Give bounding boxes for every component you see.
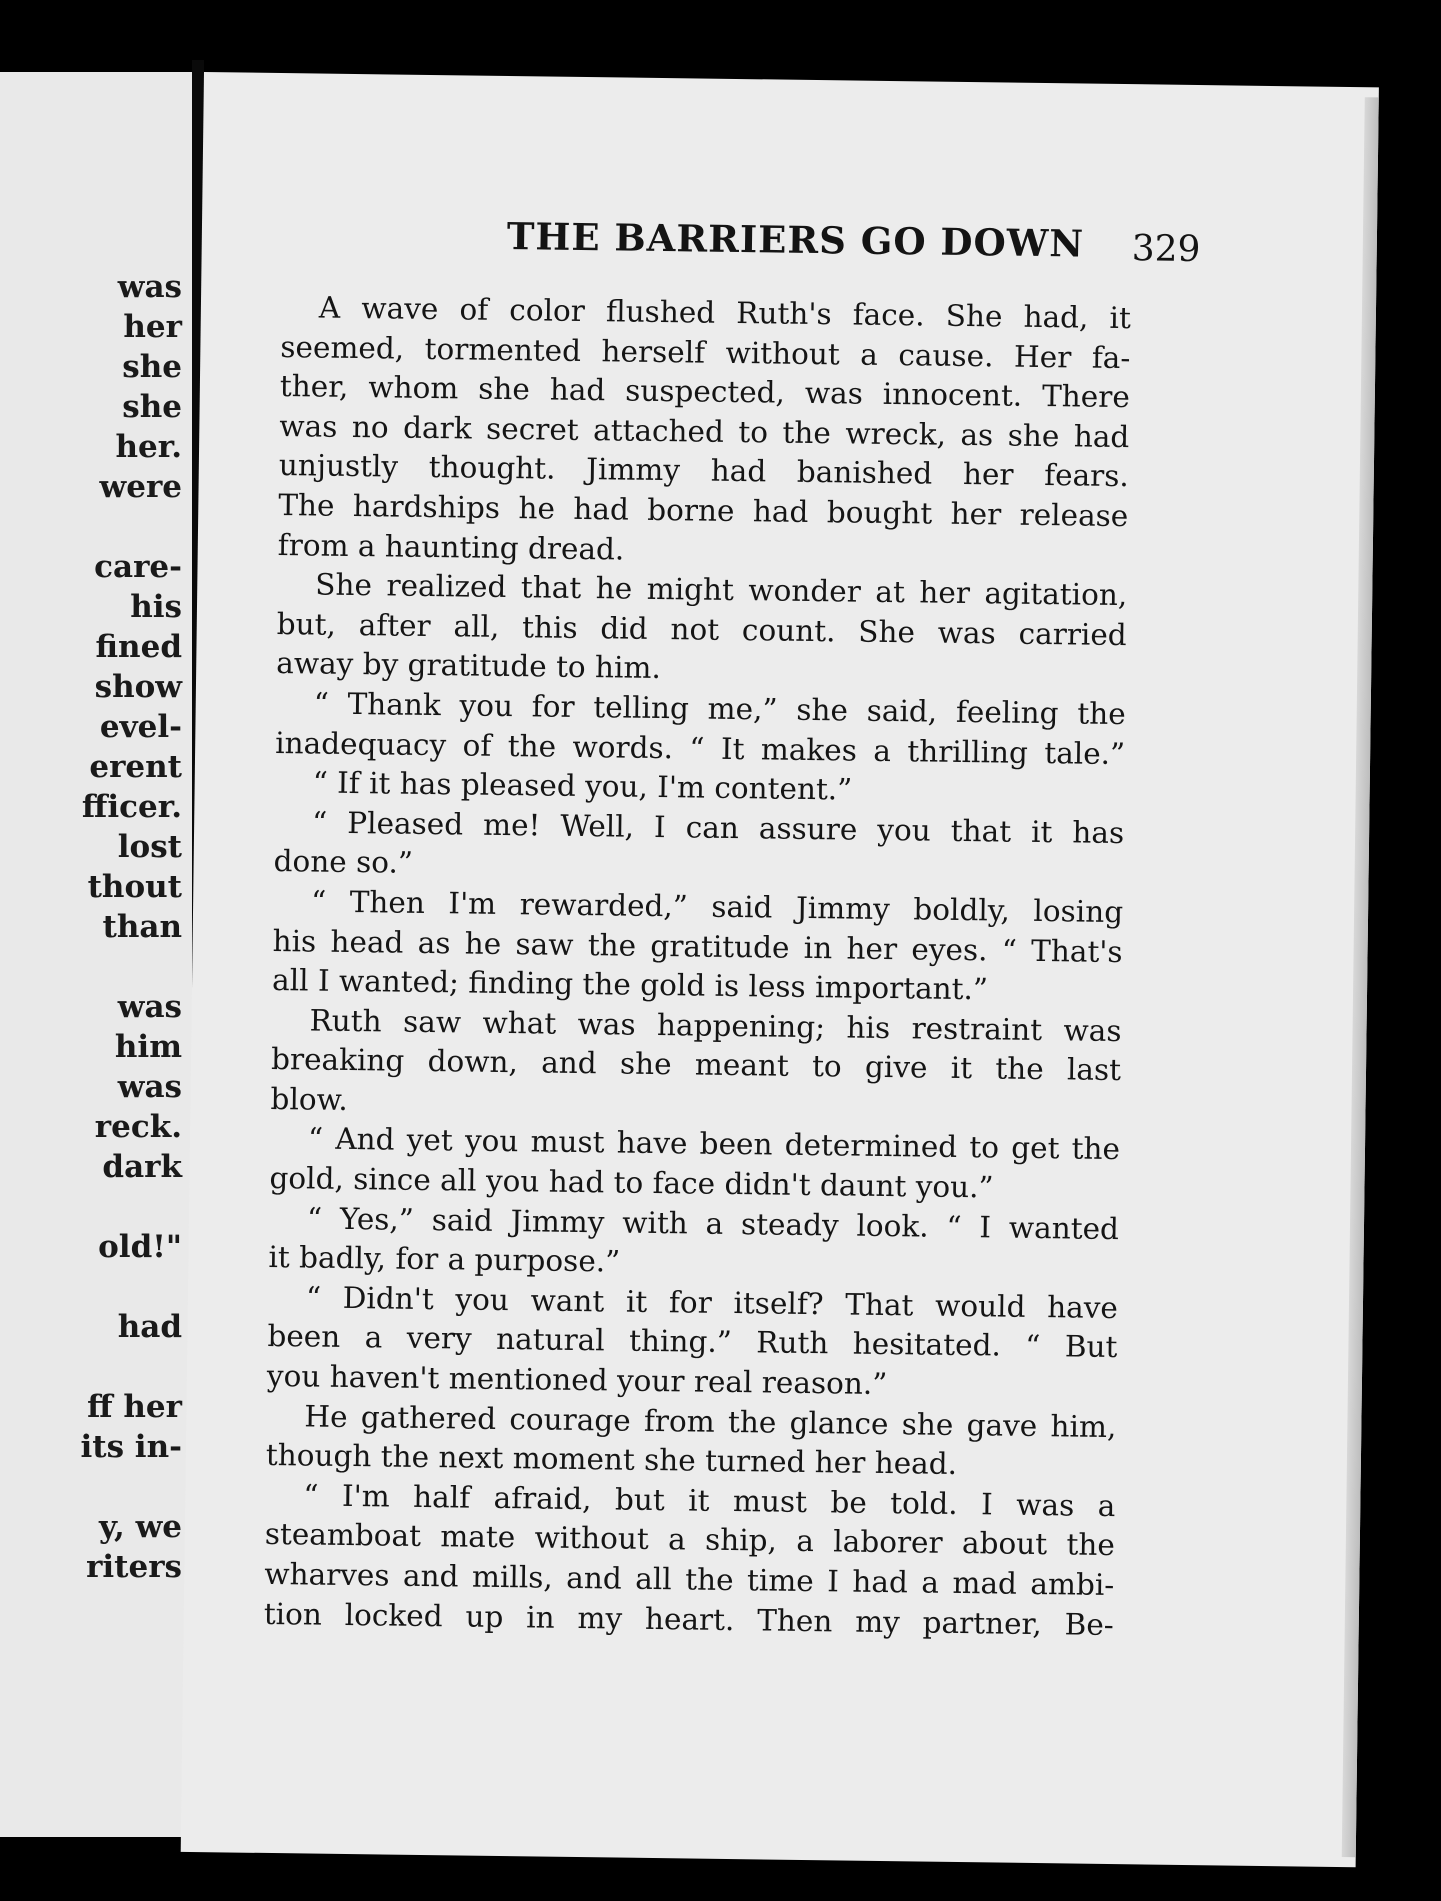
left-page [0,72,192,1837]
left-line: his [130,589,182,625]
text-line: unjustly thought. Jimmy had banished her fears. [278,448,1130,494]
left-line: riters [86,1549,182,1585]
left-line: y, we [98,1509,182,1545]
text-line: his head as he saw the gratitude in her eyes. “ That's [272,923,1123,969]
text-line: gold, since all you had to face didn't daunt you.” [269,1161,994,1205]
text-line: all I wanted; finding the gold is less important.” [271,963,989,1007]
text-line: He gathered courage from the glance she gave him, [304,1399,1117,1444]
text-line: “ Yes,” said Jimmy with a steady look. “ I wanted [306,1201,1120,1246]
left-line: had [117,1309,182,1345]
page-number: 329 [1131,228,1201,271]
page-header [201,210,1377,285]
left-line: lost [117,829,182,865]
text-line: you haven't mentioned your real reason.” [266,1358,888,1402]
left-line: was [117,1069,182,1105]
text-line: “ Thank you for telling me,” she said, feeling the [313,686,1126,732]
left-line: she [122,349,182,385]
left-line: its in- [80,1429,182,1465]
text-line: “ Pleased me! Well, I can assure you that it has [311,805,1125,850]
text-line: The hardships he had borne had bought her release [278,487,1129,534]
text-line: steamboat mate without a ship, a laborer about the [264,1517,1116,1563]
text-line: A wave of color flushed Ruth's face. She had, it [318,290,1132,336]
text-line: “ And yet you must have been determined to get the [307,1121,1121,1167]
text-line: “ Didn't you want it for itself? That would have [305,1280,1119,1325]
left-line: she [122,389,182,425]
left-line: reck. [94,1109,182,1145]
left-line: evel- [99,709,182,745]
text-line: seemed, tormented herself without a cause. Her fa- [280,329,1131,375]
text-line: from a haunting dread. [277,527,625,567]
body-text [264,288,1132,1645]
left-line: dark [102,1149,182,1185]
text-line: “ I'm half afraid, but it must be told. I was a [303,1478,1116,1523]
text-line: but, after all, this did not count. She was carried [276,606,1127,652]
left-line: thout [87,869,182,905]
text-line: been a very natural thing.” Ruth hesitated. “ But [267,1319,1118,1365]
text-line: though the next moment she turned her head. [265,1438,958,1482]
left-line: was [117,269,182,305]
text-line: done so.” [273,844,414,881]
left-line: fined [95,629,182,665]
left-line: show [94,669,182,705]
text-line: breaking down, and she meant to give it the last [270,1042,1122,1088]
left-line: old!" [98,1229,182,1265]
left-line: her. [115,429,182,465]
left-line: were [99,469,182,505]
text-line: it badly, for a purpose.” [268,1240,621,1279]
text-line: She realized that he might wonder at her agitation, [315,567,1128,613]
left-line: was [117,989,182,1025]
text-line: wharves and mills, and all the time I had a mad ambi- [264,1556,1115,1603]
running-head: THE BARRIERS GO DOWN [506,213,1085,266]
text-line: Ruth saw what was happening; his restraint was [309,1003,1122,1048]
text-line: was no dark secret attached to the wreck, as she had [279,408,1130,454]
left-line: fficer. [81,789,182,825]
page-edge [1342,97,1379,1857]
text-line: inadequacy of the words. “ It makes a thrilling tale.” [275,725,1126,771]
text-line: “ If it has pleased you, I'm content.” [312,765,853,807]
left-line: care- [94,549,182,585]
text-line: ther, whom she had suspected, was innocent. There [279,369,1131,415]
left-line: than [102,909,182,945]
text-line: away by gratitude to him. [276,646,662,686]
right-page [181,72,1379,1867]
text-line: tion locked up in my heart. Then my partner, Be- [263,1596,1114,1642]
left-line: erent [89,749,182,785]
left-line: her [123,309,182,345]
text-line: “ Then I'm rewarded,” said Jimmy boldly, losing [310,884,1124,930]
text-line: blow. [270,1081,348,1117]
left-line: ff her [87,1389,182,1425]
left-line: him [114,1029,182,1065]
